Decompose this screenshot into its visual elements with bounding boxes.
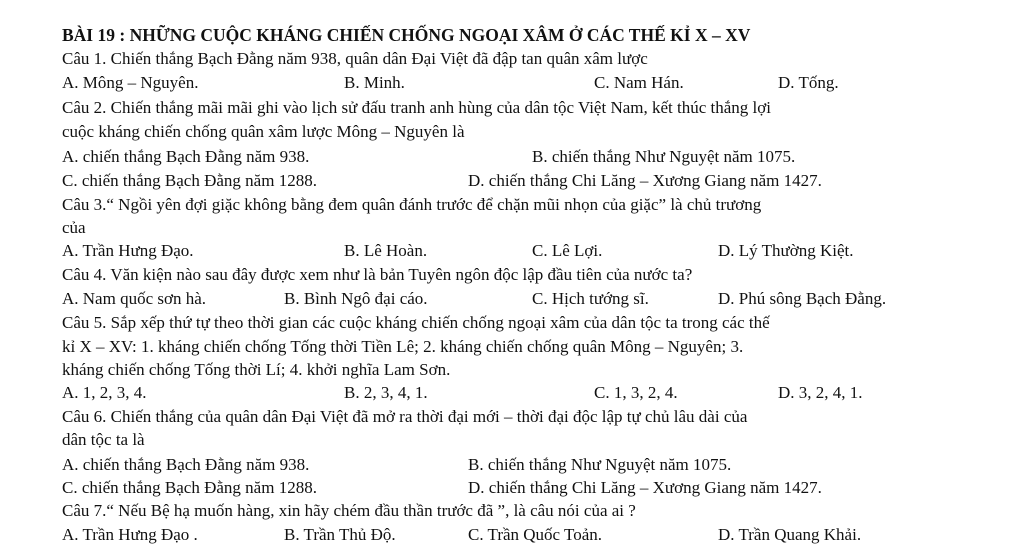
q3-option-b: B. Lê Hoàn. [344, 241, 428, 260]
q1-option-c: C. Nam Hán. [594, 73, 684, 92]
question-3-text-line1: Câu 3.“ Ngồi yên đợi giặc không bằng đem quân đánh trước để chặn mũi nhọn của giặc” là chủ trương [62, 195, 762, 214]
q3-option-d: D. Lý Thường Kiệt. [718, 241, 854, 260]
question-5-text-line3: kháng chiến chống Tống thời Lí; 4. khởi nghĩa Lam Sơn. [62, 360, 451, 379]
q4-option-d: D. Phú sông Bạch Đằng. [718, 289, 887, 308]
q2-option-a: A. chiến thắng Bạch Đằng năm 938. [62, 147, 310, 166]
question-5-text-line1: Câu 5. Sắp xếp thứ tự theo thời gian các cuộc kháng chiến chống ngoại xâm của dân tộc ta trong các thế [62, 313, 770, 332]
question-2-text-line2: cuộc kháng chiến chống quân xâm lược Mông – Nguyên là [62, 122, 465, 141]
q2-option-d: D. chiến thắng Chi Lăng – Xương Giang năm 1427. [468, 171, 822, 190]
question-4-text: Câu 4. Văn kiện nào sau đây được xem như là bản Tuyên ngôn độc lập đầu tiên của nước ta? [62, 265, 693, 284]
q5-option-a: A. 1, 2, 3, 4. [62, 383, 147, 402]
q6-option-b: B. chiến thắng Như Nguyệt năm 1075. [468, 455, 732, 474]
q4-option-c: C. Hịch tướng sĩ. [532, 289, 649, 308]
q4-option-b: B. Bình Ngô đại cáo. [284, 289, 428, 308]
q6-option-d: D. chiến thắng Chi Lăng – Xương Giang năm 1427. [468, 478, 822, 497]
q7-option-c: C. Trần Quốc Toản. [468, 525, 603, 544]
q3-option-c: C. Lê Lợi. [532, 241, 603, 260]
q7-option-a: A. Trần Hưng Đạo . [62, 525, 198, 544]
q6-option-c: C. chiến thắng Bạch Đằng năm 1288. [62, 478, 317, 497]
q2-option-c: C. chiến thắng Bạch Đằng năm 1288. [62, 171, 317, 190]
question-6-text-line2: dân tộc ta là [62, 430, 145, 449]
question-7-text: Câu 7.“ Nếu Bệ hạ muốn hàng, xin hãy chém đầu thần trước đã ”, là câu nói của ai ? [62, 501, 636, 520]
question-1-text: Câu 1. Chiến thắng Bạch Đằng năm 938, quân dân Đại Việt đã đập tan quân xâm lược [62, 49, 648, 68]
q5-option-c: C. 1, 3, 2, 4. [594, 383, 678, 402]
q6-option-a: A. chiến thắng Bạch Đằng năm 938. [62, 455, 310, 474]
q3-option-a: A. Trần Hưng Đạo. [62, 241, 194, 260]
question-2-text-line1: Câu 2. Chiến thắng mãi mãi ghi vào lịch sử đấu tranh anh hùng của dân tộc Việt Nam, kết thúc thắng lợi [62, 98, 771, 117]
q1-option-a: A. Mông – Nguyên. [62, 73, 199, 92]
q7-option-b: B. Trần Thủ Độ. [284, 525, 396, 544]
question-5-text-line2: kỉ X – XV: 1. kháng chiến chống Tống thời Tiền Lê; 2. kháng chiến chống quân Mông – Nguyên; 3. [62, 337, 744, 356]
lesson-title: BÀI 19 : NHỮNG CUỘC KHÁNG CHIẾN CHỐNG NGOẠI XÂM Ở CÁC THẾ KỈ X – XV [62, 25, 751, 45]
q7-option-d: D. Trần Quang Khải. [718, 525, 862, 544]
q5-option-d: D. 3, 2, 4, 1. [778, 383, 863, 402]
q5-option-b: B. 2, 3, 4, 1. [344, 383, 428, 402]
q1-option-d: D. Tống. [778, 73, 839, 92]
q2-option-b: B. chiến thắng Như Nguyệt năm 1075. [532, 147, 796, 166]
q4-option-a: A. Nam quốc sơn hà. [62, 289, 207, 308]
q1-option-b: B. Minh. [344, 73, 405, 92]
question-3-text-line2: của [62, 218, 86, 237]
question-6-text-line1: Câu 6. Chiến thắng của quân dân Đại Việt đã mở ra thời đại mới – thời đại độc lập tự chủ lâu dài của [62, 407, 748, 426]
